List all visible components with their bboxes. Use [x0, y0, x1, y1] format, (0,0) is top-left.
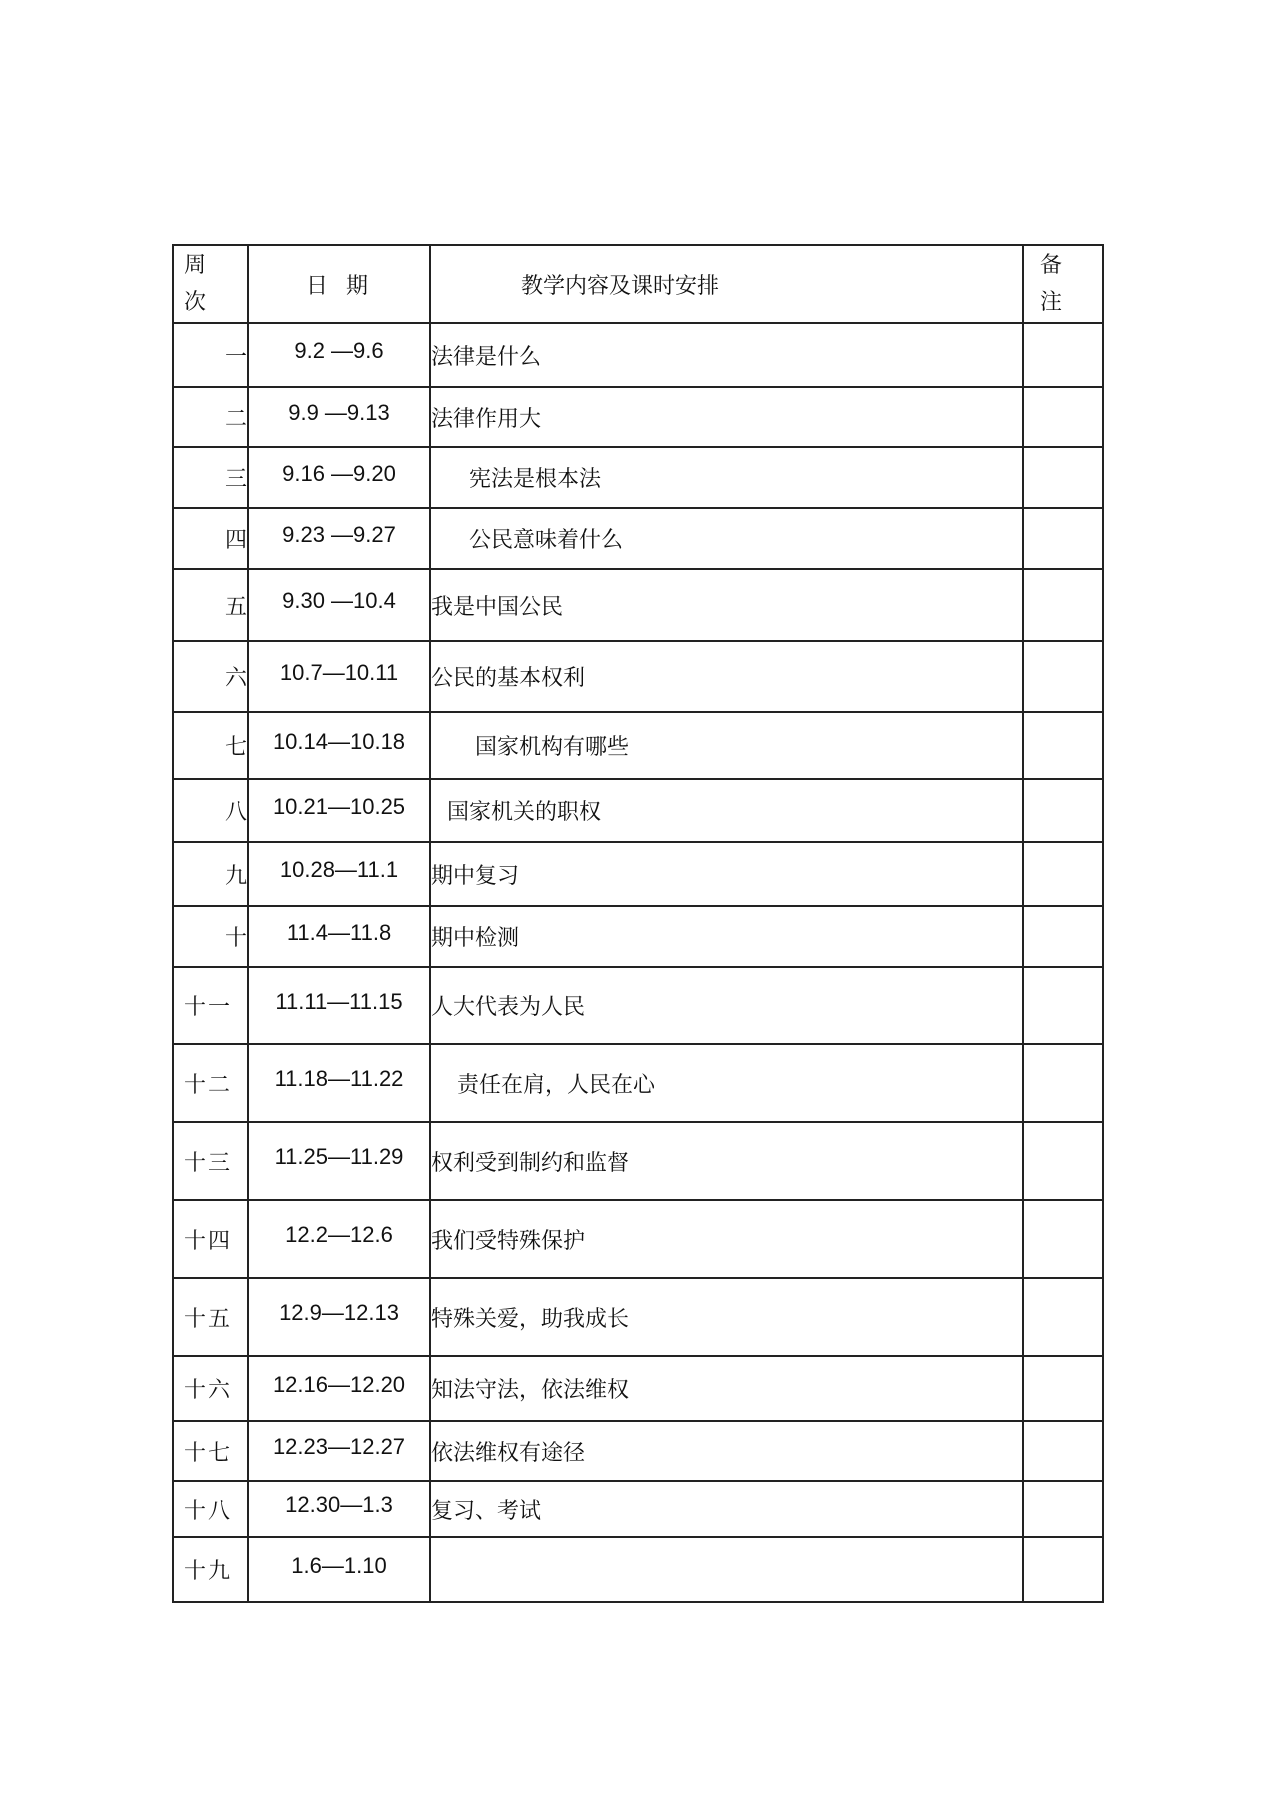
notes-cell — [1023, 967, 1103, 1044]
content-cell: 依法维权有途径 — [430, 1421, 1023, 1481]
notes-cell — [1023, 447, 1103, 508]
date-text: 11.25—11.29 — [274, 1144, 404, 1169]
week-cell: 九 — [173, 842, 248, 906]
content-cell: 期中复习 — [430, 842, 1023, 906]
notes-cell — [1023, 1122, 1103, 1200]
date-cell — [248, 712, 430, 779]
table-row — [173, 1537, 1103, 1602]
date-text: 9.9 —9.13 — [288, 400, 390, 425]
week-cell: 十 — [173, 906, 248, 967]
week-cell: 十九 — [173, 1537, 248, 1602]
header-notes — [1023, 245, 1103, 323]
week-cell: 七 — [173, 712, 248, 779]
content-cell: 国家机关的职权 — [430, 779, 1023, 842]
content-cell: 期中检测 — [430, 906, 1023, 967]
notes-cell — [1023, 1278, 1103, 1356]
date-cell — [248, 1537, 430, 1602]
table-row — [173, 1122, 1103, 1200]
week-cell: 四 — [173, 508, 248, 569]
content-cell: 宪法是根本法 — [430, 447, 1023, 508]
notes-cell — [1023, 712, 1103, 779]
date-text: 11.18—11.22 — [274, 1066, 404, 1091]
table-row — [173, 447, 1103, 508]
table-row — [173, 967, 1103, 1044]
date-cell — [248, 641, 430, 712]
table-row — [173, 1481, 1103, 1537]
notes-cell — [1023, 779, 1103, 842]
date-text: 12.30—1.3 — [285, 1492, 393, 1517]
content-cell: 知法守法，依法维权 — [430, 1356, 1023, 1421]
teaching-schedule-table — [172, 244, 1104, 1603]
date-text: 9.16 —9.20 — [282, 460, 396, 486]
date-text: 10.14—10.18 — [272, 728, 406, 754]
date-cell — [248, 1481, 430, 1537]
header-notes-char-1: 备 — [1040, 253, 1063, 278]
date-text: 12.9—12.13 — [279, 1300, 399, 1325]
content-cell: 法律是什么 — [430, 323, 1023, 387]
date-cell — [248, 1200, 430, 1278]
week-cell: 十五 — [173, 1278, 248, 1356]
header-notes-char-2: 注 — [1040, 290, 1063, 315]
content-cell: 权利受到制约和监督 — [430, 1122, 1023, 1200]
notes-cell — [1023, 323, 1103, 387]
content-cell: 特殊关爱，助我成长 — [430, 1278, 1023, 1356]
date-cell — [248, 1278, 430, 1356]
table-row — [173, 1044, 1103, 1122]
notes-cell — [1023, 842, 1103, 906]
table-row — [173, 712, 1103, 779]
table-row — [173, 1278, 1103, 1356]
date-cell — [248, 508, 430, 569]
date-text: 10.21—10.25 — [272, 793, 406, 819]
table-row — [173, 1421, 1103, 1481]
week-cell: 二 — [173, 387, 248, 447]
notes-cell — [1023, 1537, 1103, 1602]
date-cell — [248, 387, 430, 447]
date-text: 12.16—12.20 — [272, 1371, 406, 1397]
date-cell — [248, 569, 430, 641]
week-cell: 五 — [173, 569, 248, 641]
week-cell: 十三 — [173, 1122, 248, 1200]
date-text: 12.23—12.27 — [272, 1434, 406, 1459]
content-cell: 法律作用大 — [430, 387, 1023, 447]
notes-cell — [1023, 1200, 1103, 1278]
header-date: 日期 — [248, 245, 430, 323]
notes-cell — [1023, 569, 1103, 641]
date-cell — [248, 842, 430, 906]
table-row — [173, 1356, 1103, 1421]
table-header-row — [173, 245, 1103, 323]
date-text: 9.30 —10.4 — [282, 588, 396, 613]
content-cell: 我们受特殊保护 — [430, 1200, 1023, 1278]
notes-cell — [1023, 1481, 1103, 1537]
date-text: 12.2—12.6 — [285, 1222, 393, 1247]
week-cell: 十四 — [173, 1200, 248, 1278]
week-cell: 三 — [173, 447, 248, 508]
content-cell: 公民的基本权利 — [430, 641, 1023, 712]
content-cell — [430, 1537, 1023, 1602]
table-row — [173, 323, 1103, 387]
table-row — [173, 779, 1103, 842]
notes-cell — [1023, 1356, 1103, 1421]
header-week-char-2: 次 — [184, 290, 207, 315]
date-cell — [248, 1421, 430, 1481]
date-text: 11.11—11.15 — [275, 988, 403, 1014]
week-cell: 六 — [173, 641, 248, 712]
week-cell: 十八 — [173, 1481, 248, 1537]
table-row — [173, 508, 1103, 569]
table-row — [173, 906, 1103, 967]
date-cell — [248, 967, 430, 1044]
table-row — [173, 569, 1103, 641]
content-cell: 国家机构有哪些 — [430, 712, 1023, 779]
date-text: 10.28—11.1 — [279, 857, 399, 882]
table-row — [173, 842, 1103, 906]
date-text: 10.7—10.11 — [279, 659, 399, 685]
content-cell: 我是中国公民 — [430, 569, 1023, 641]
date-cell — [248, 1044, 430, 1122]
notes-cell — [1023, 1421, 1103, 1481]
content-cell: 责任在肩，人民在心 — [430, 1044, 1023, 1122]
week-cell: 十七 — [173, 1421, 248, 1481]
date-text: 11.4—11.8 — [286, 919, 392, 945]
week-cell: 十六 — [173, 1356, 248, 1421]
header-content: 教学内容及课时安排 — [430, 245, 1023, 323]
notes-cell — [1023, 906, 1103, 967]
header-week — [173, 245, 248, 323]
date-cell — [248, 1122, 430, 1200]
date-cell — [248, 779, 430, 842]
content-cell: 人大代表为人民 — [430, 967, 1023, 1044]
content-cell: 复习、考试 — [430, 1481, 1023, 1537]
content-cell: 公民意味着什么 — [430, 508, 1023, 569]
table-row — [173, 387, 1103, 447]
week-cell: 一 — [173, 323, 248, 387]
week-cell: 十二 — [173, 1044, 248, 1122]
date-text: 9.23 —9.27 — [282, 521, 396, 547]
table-row — [173, 1200, 1103, 1278]
date-cell — [248, 1356, 430, 1421]
date-text: 1.6—1.10 — [291, 1552, 387, 1578]
date-text: 9.2 —9.6 — [294, 338, 384, 363]
date-cell — [248, 447, 430, 508]
table-row — [173, 641, 1103, 712]
week-cell: 十一 — [173, 967, 248, 1044]
date-cell — [248, 906, 430, 967]
notes-cell — [1023, 508, 1103, 569]
week-cell: 八 — [173, 779, 248, 842]
notes-cell — [1023, 641, 1103, 712]
header-week-char-1: 周 — [184, 253, 207, 278]
date-cell — [248, 323, 430, 387]
notes-cell — [1023, 387, 1103, 447]
notes-cell — [1023, 1044, 1103, 1122]
